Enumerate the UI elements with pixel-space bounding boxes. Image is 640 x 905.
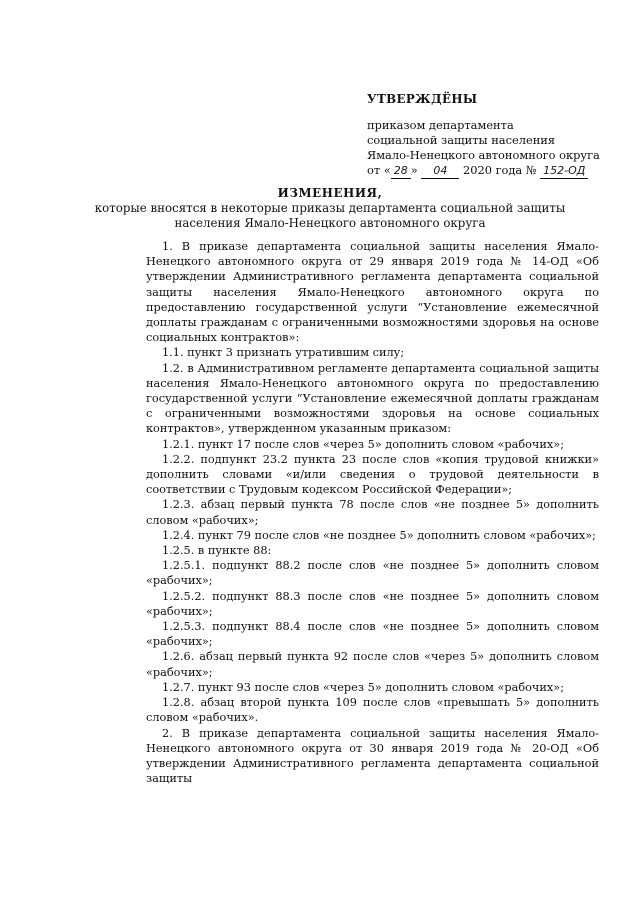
paragraph-1: 1. В приказе департамента социальной защиты населения Ямало-Ненецкого автономного округа от 29 января 2019 года № 14-ОД «Об утверждении Административного регламента департамента социальной защиты населения Ямало-Ненецкого автономного округа по предоставлению государственной услуги “Установление ежемесячной доплаты гражданам с ограниченными возможностями здоровья на основе социальных контрактов»:	[146, 240, 599, 345]
paragraph-1-2-4: 1.2.4. пункт 79 после слов «не позднее 5» дополнить словом «рабочих»;	[162, 528, 596, 542]
date-prefix: от «	[367, 163, 391, 177]
paragraph-2: 2. В приказе департамента социальной защиты населения Ямало-Ненецкого автономного округа от 30 января 2019 года № 20-ОД «Об утверждении Административного регламента департамента социальной защиты	[146, 726, 599, 786]
paragraph-1-2-6: 1.2.6. абзац первый пункта 92 после слов «через 5» дополнить словом «рабочих»;	[146, 650, 599, 679]
document-body	[146, 239, 599, 786]
year-text: 2020 года №	[462, 163, 537, 177]
title-heading: ИЗМЕНЕНИЯ,	[277, 186, 383, 200]
paragraph-1-2-5-1: 1.2.5.1. подпункт 88.2 после слов «не позднее 5» дополнить словом «рабочих»;	[146, 559, 599, 588]
paragraph-1-2-2: 1.2.2. подпункт 23.2 пункта 23 после слов «копия трудовой книжки» дополнить словами «и/или сведения о трудовой деятельности в соответствии с Трудовым кодексом Российской Федерации»;	[146, 452, 599, 497]
paragraph-1-2-7: 1.2.7. пункт 93 после слов «через 5» дополнить словом «рабочих»;	[162, 680, 565, 694]
handwritten-order-number: 152-ОД	[540, 163, 588, 179]
paragraph-1-2: 1.2. в Административном регламенте департамента социальной защиты населения Ямало-Ненецкого автономного округа по предоставлению государственной услуги “Установление ежемесячной доплаты гражданам с ограниченными возможностями здоровья на основе социальных контрактов», утвержденном указанным приказом:	[146, 361, 599, 436]
paragraph-1-2-1: 1.2.1. пункт 17 после слов «через 5» дополнить словом «рабочих»;	[162, 437, 565, 451]
handwritten-month: 04	[421, 163, 459, 179]
title-subtitle-1: которые вносятся в некоторые приказы департамента социальной защиты	[94, 201, 566, 215]
paragraph-1-2-5: 1.2.5. в пункте 88:	[162, 544, 272, 558]
paragraph-1-2-5-3: 1.2.5.3. подпункт 88.4 после слов «не позднее 5» дополнить словом «рабочих»;	[146, 620, 599, 649]
approval-line-2: социальной защиты населения	[367, 133, 556, 147]
document-title	[50, 186, 610, 231]
paragraph-1-2-3: 1.2.3. абзац первый пункта 78 после слов «не позднее 5» дополнить словом «рабочих»;	[146, 498, 599, 527]
approval-date-line	[367, 163, 617, 179]
title-subtitle-2: населения Ямало-Ненецкого автономного округа	[174, 216, 486, 230]
handwritten-day: 28	[391, 163, 411, 179]
date-mid: »	[410, 163, 418, 177]
paragraph-1-1: 1.1. пункт 3 признать утратившим силу;	[162, 346, 405, 360]
approval-line-3: Ямало-Ненецкого автономного округа	[367, 148, 600, 162]
approval-line-1: приказом департамента	[367, 118, 514, 132]
approval-heading: УТВЕРЖДЁНЫ	[367, 92, 478, 106]
paragraph-1-2-8: 1.2.8. абзац второй пункта 109 после слов «превышать 5» дополнить словом «рабочих».	[146, 696, 599, 725]
approval-block	[367, 92, 617, 179]
paragraph-1-2-5-2: 1.2.5.2. подпункт 88.3 после слов «не позднее 5» дополнить словом «рабочих»;	[146, 589, 599, 618]
